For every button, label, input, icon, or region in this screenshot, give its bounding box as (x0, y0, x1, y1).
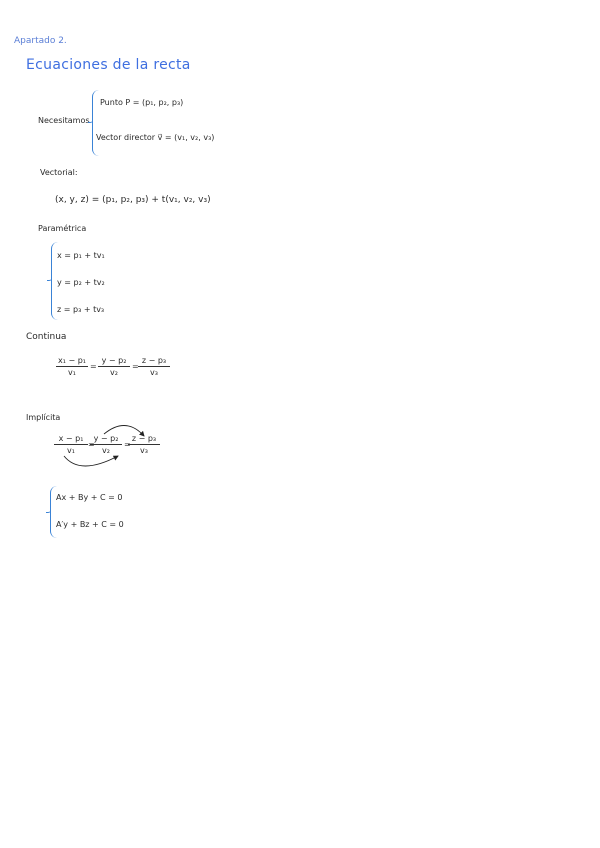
parametrica-x: x = p₁ + tv₁ (57, 251, 105, 260)
vector-definition: Vector director v⃗ = (v₁, v₂, v₃) (96, 133, 215, 142)
continua-equals-2: = (132, 362, 139, 371)
section-tab: Apartado 2. (14, 36, 67, 46)
arrow-y-to-z (104, 425, 144, 436)
continua-label: Continua (26, 332, 67, 342)
continua-fraction-y: $\frac{\text{y − p₂}}{\text{v₂}}$ (98, 356, 130, 377)
arrow-x-to-y (64, 456, 118, 466)
implicita-fraction-y: $\frac{\text{y − p₂}}{\text{v₂}}$ (90, 434, 122, 455)
parametrica-label: Paramétrica (38, 224, 87, 233)
implicita-equals-1: = (88, 440, 95, 449)
continua-fraction-z: $\frac{\text{z − p₃}}{\text{v₃}}$ (138, 356, 170, 377)
implicita-eq-2: A′y + Bz + C = 0 (56, 520, 124, 529)
implicita-equals-2: = (124, 440, 131, 449)
continua-equals-1: = (90, 362, 97, 371)
implicita-eq-1: Ax + By + C = 0 (56, 493, 123, 502)
parametrica-y: y = p₂ + tv₂ (57, 278, 105, 287)
punto-definition: Punto P = (p₁, p₂, p₃) (100, 98, 184, 107)
parametrica-z: z = p₃ + tv₃ (57, 305, 105, 314)
implicita-label: Implícita (26, 413, 61, 422)
page-title: Ecuaciones de la recta (26, 57, 191, 73)
continua-fraction-x: $\frac{\text{x₁ − p₁}}{\text{v₁}}$ (58, 356, 87, 377)
implicita-fraction-x: $\frac{\text{x − p₁}}{\text{v₁}}$ (54, 434, 88, 455)
vectorial-equation: (x, y, z) = (p₁, p₂, p₃) + t(v₁, v₂, v₃) (55, 195, 211, 205)
vectorial-label: Vectorial: (40, 168, 78, 177)
implicita-fraction-z: $\frac{\text{z − p₃}}{\text{v₃}}$ (128, 434, 160, 455)
necesitamos-label: Necesitamos (38, 116, 90, 125)
